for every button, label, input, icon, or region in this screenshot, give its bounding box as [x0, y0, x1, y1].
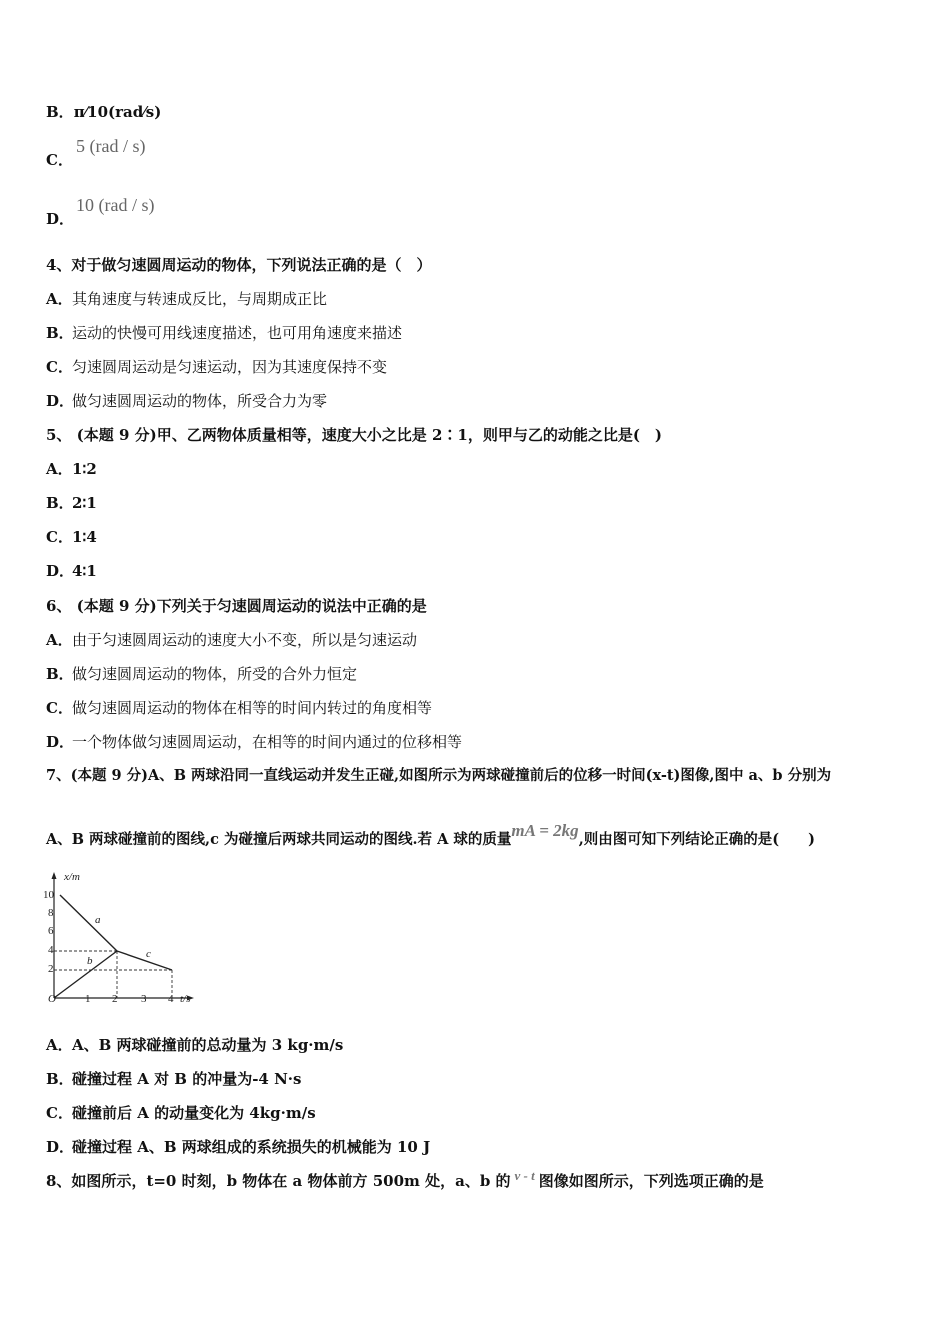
q7-option-d-label: D． — [46, 1138, 75, 1156]
line-a — [60, 895, 117, 951]
q6-option-d-text: 一个物体做匀速圆周运动，在相等的时间内通过的位移相等 — [72, 733, 463, 751]
q6-option-c — [46, 698, 432, 718]
y-tick: 2 — [48, 963, 54, 975]
q7-option-d-text: 碰撞过程 A、B 两球组成的系统损失的机械能为 10 J — [72, 1138, 431, 1156]
q7-option-c-label: C． — [46, 1104, 73, 1122]
q5-option-a-label: A． — [46, 460, 73, 478]
q7-option-b — [46, 1069, 301, 1089]
q3-option-b-text: π⁄10(rad⁄s) — [73, 103, 162, 121]
q7-stem-line1: 7、(本题 9 分)A、B 两球沿同一直线运动并发生正碰,如图所示为两球碰撞前后的位移一时间(x-t)图像,图中 a、b 分别为 — [46, 767, 832, 784]
q5-option-a — [46, 459, 97, 479]
q6-option-b-label: B． — [46, 665, 74, 683]
q5-option-b-label: B． — [46, 494, 74, 512]
q5-option-a-text: 1∶2 — [72, 460, 97, 478]
q7-stem-line2 — [46, 821, 904, 850]
q8-stem — [46, 1168, 764, 1192]
q7-mass-formula: mA = 2kg — [511, 821, 579, 840]
line-b — [54, 951, 117, 998]
q6-option-b — [46, 664, 357, 684]
q4-option-a — [46, 289, 327, 309]
q5-option-d — [46, 561, 97, 581]
q5-option-b — [46, 493, 97, 513]
q7-option-a-label: A． — [46, 1036, 73, 1054]
q5-option-c — [46, 527, 97, 547]
x-tick: 2 — [112, 993, 118, 1005]
y-axis-label: x/m — [64, 871, 80, 883]
q4-option-b-text: 运动的快慢可用线速度描述，也可用角速度来描述 — [72, 324, 403, 342]
q3-option-b — [46, 102, 161, 122]
q7-option-b-label: B． — [46, 1070, 74, 1088]
q7-option-a — [46, 1035, 343, 1055]
q4-option-a-text: 其角速度与转速成反比，与周期成正比 — [72, 290, 328, 308]
q8-stem-pre: 8、如图所示，t=0 时刻，b 物体在 a 物体前方 500m 处，a、b 的 — [46, 1172, 511, 1190]
q6-option-a — [46, 630, 417, 650]
y-tick: 4 — [48, 944, 54, 956]
q5-stem: 5、 (本题 9 分)甲、乙两物体质量相等，速度大小之比是 2∶1，则甲与乙的动能之比是( ) — [46, 426, 663, 444]
q4-option-c — [46, 357, 387, 377]
q4-option-b-label: B． — [46, 324, 74, 342]
q8-vt-formula: v - t — [514, 1168, 535, 1183]
q7-option-c — [46, 1103, 316, 1123]
q6-option-c-text: 做匀速圆周运动的物体在相等的时间内转过的角度相等 — [72, 699, 433, 717]
q4-option-d-label: D． — [46, 392, 75, 410]
line-a-label: a — [95, 914, 101, 926]
q4-option-d — [46, 391, 327, 411]
q5-option-b-text: 2∶1 — [72, 494, 97, 512]
q5-option-d-text: 4∶1 — [72, 562, 97, 580]
q6-option-a-text: 由于匀速圆周运动的速度大小不变，所以是匀速运动 — [72, 631, 418, 649]
q7-stem-post: ,则由图可知下列结论正确的是( ) — [578, 831, 815, 848]
x-tick: 3 — [141, 993, 147, 1005]
y-tick: 6 — [48, 925, 54, 937]
origin-label: O — [48, 993, 56, 1005]
q3-option-c-formula: 5 (rad / s) — [76, 136, 146, 156]
q7-xt-graph — [40, 868, 200, 1008]
q4-option-c-label: C． — [46, 358, 73, 376]
x-axis-label: t/s — [180, 993, 191, 1005]
q6-option-c-label: C． — [46, 699, 73, 717]
q7-option-d — [46, 1137, 430, 1157]
x-tick: 4 — [168, 993, 174, 1005]
y-tick: 10 — [43, 889, 54, 901]
q5-option-c-label: C． — [46, 528, 73, 546]
q4-option-a-label: A． — [46, 290, 73, 308]
line-b-label: b — [87, 955, 93, 967]
q6-option-a-label: A． — [46, 631, 73, 649]
y-tick: 8 — [48, 907, 54, 919]
q3-option-b-label: B． — [46, 103, 74, 121]
q3-option-d-label: D． — [46, 210, 75, 228]
q7-option-c-text: 碰撞前后 A 的动量变化为 4kg·m/s — [72, 1104, 316, 1122]
line-c-label: c — [146, 948, 151, 960]
q4-option-c-text: 匀速圆周运动是匀速运动，因为其速度保持不变 — [72, 358, 388, 376]
x-tick: 1 — [85, 993, 91, 1005]
q4-stem: 4、对于做匀速圆周运动的物体，下列说法正确的是（ ） — [46, 256, 432, 274]
y-axis-arrow-icon — [52, 872, 57, 879]
q6-option-d-label: D． — [46, 733, 75, 751]
q3-option-c-label: C． — [46, 151, 73, 169]
q6-stem: 6、 (本题 9 分)下列关于匀速圆周运动的说法中正确的是 — [46, 597, 427, 615]
q7-option-a-text: A、B 两球碰撞前的总动量为 3 kg·m/s — [72, 1036, 344, 1054]
q8-stem-post: 图像如图所示，下列选项正确的是 — [538, 1172, 764, 1190]
q4-option-d-text: 做匀速圆周运动的物体，所受合力为零 — [72, 392, 328, 410]
q7-stem-pre: A、B 两球碰撞前的图线,c 为碰撞后两球共同运动的图线.若 A 球的质量 — [46, 831, 512, 848]
q5-option-d-label: D． — [46, 562, 75, 580]
q6-option-d — [46, 732, 462, 752]
q6-option-b-text: 做匀速圆周运动的物体，所受的合外力恒定 — [72, 665, 358, 683]
q3-option-d-formula: 10 (rad / s) — [76, 195, 155, 215]
line-c — [117, 951, 172, 970]
q4-option-b — [46, 323, 402, 343]
q5-option-c-text: 1∶4 — [72, 528, 97, 546]
q7-option-b-text: 碰撞过程 A 对 B 的冲量为-4 N·s — [72, 1070, 302, 1088]
